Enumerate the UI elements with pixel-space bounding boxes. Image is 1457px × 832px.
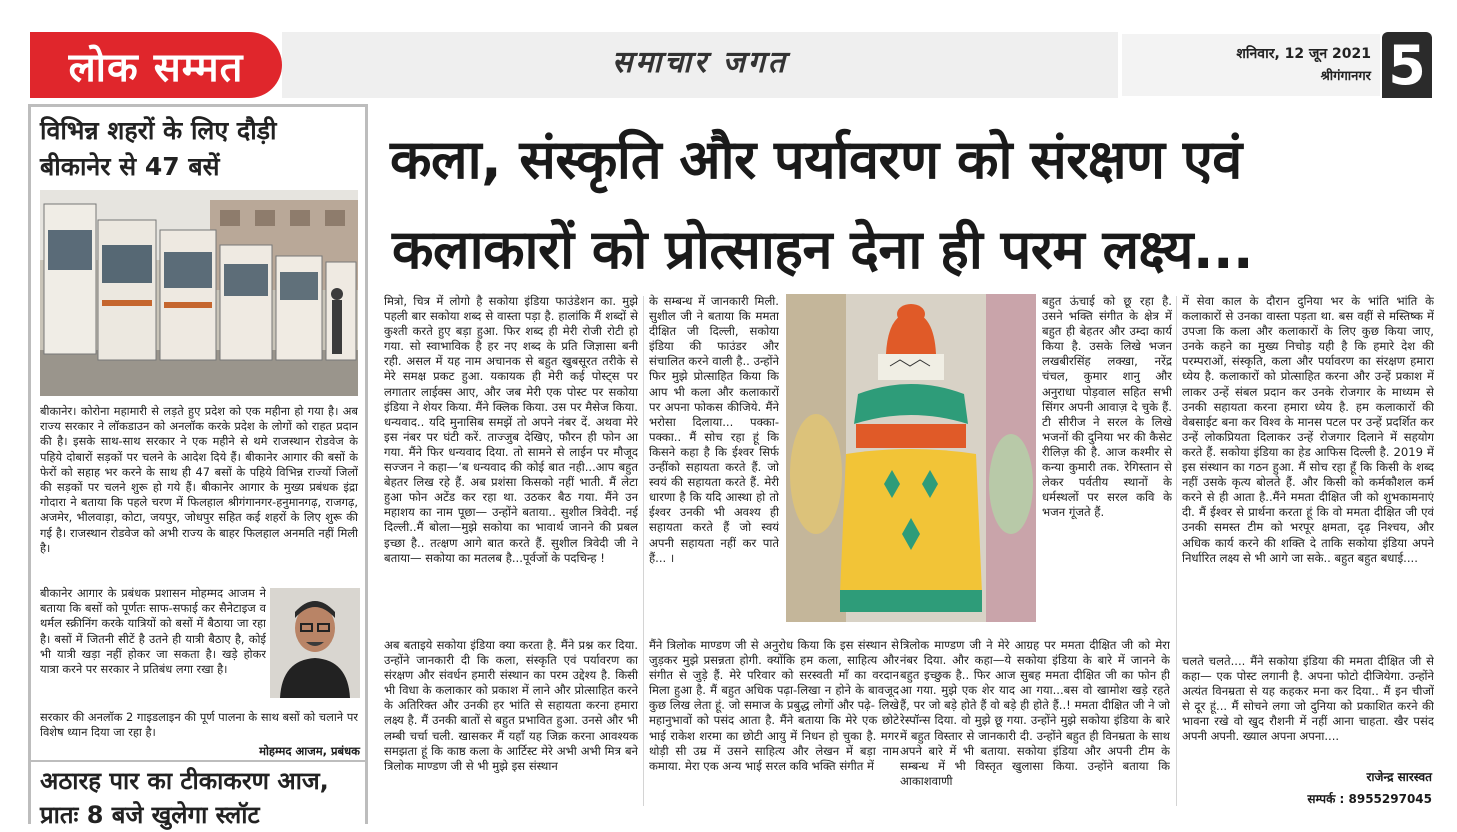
- column-rule: [643, 296, 644, 806]
- portrait-photo: [270, 588, 360, 698]
- bus-depot-photo: [40, 190, 358, 396]
- main-headline-line-2: कलाकारों को प्रोत्साहन देना ही परम लक्ष्य...: [392, 218, 1253, 281]
- contact-label: सम्पर्क :: [1307, 792, 1345, 806]
- article-column-4b: चलते चलते.... मैंने सकोया इंडिया की ममता दीक्षित जी से कहा— एक पोस्ट लगानी है. अपना फोटो दीजियेगा. उन्होंने अत्यंत विनम्रता से यह कहकर मना कर दिया.. मैं इन चीजों से दूर हूं... मैं सोचने लगा जो दुनिया को प्रकाशित करने की भावना रखे वो खुद रौशनी में नहीं आना चाहता. खैर पसंद अपनी अपनी. ख्याल अपना अपना....: [1182, 654, 1434, 744]
- sidebar-headline-1: विभिन्न शहरों के लिए दौड़ी: [40, 116, 277, 145]
- issue-city: श्रीगंगानगर: [1320, 69, 1371, 84]
- brand-logo: [30, 32, 282, 98]
- column-rule: [1176, 296, 1177, 806]
- article-column-4: में सेवा काल के दौरान दुनिया भर के भांति भांति के कलाकारों से उनका वास्ता पड़ता था. बस वहीं से मस्तिष्क में उपजा कि कला और कलाकारों के लिए कुछ किया जाए, उनके कहने का मुख्य निचोड़ यही है कि हमारे देश की परम्पराओं, संस्कृति, कला और पर्यावरण का संरक्षण हमारा ध्येय है. कलाकारों को प्रोत्साहित करना और उन्हें प्रकाश में लाकर उन्हें संबल प्रदान कर उनके रोजगार के माध्यम से उनकी सहायता करना हमारा ध्येय है. हम कलाकारों की वेबसाईट बना कर विश्व के मानस पटल पर उन्हें प्रदर्शित कर उन्हें लोकप्रियता दिलाकर उन्हें रोजगार दिलाने में सहयोग करते हैं. सकोया इंडिया का हेड आफिस दिल्ली है. 2019 में इस संस्थान का गठन हुआ. मैं सोच रहा हूँ कि किसी के शब्द नहीं उसके कृत्य बोलते हैं. और किसी को कर्मकौशल कर्म करने से ही आता है..मैंने ममता दीक्षित जी को शुभकामनाएं दी. मैं ईश्वर से प्रार्थना करता हूं कि वो ममता दीक्षित जी एवं उनकी समस्त टीम को भरपूर क्षमता, दृढ़ निश्चय, और अधिक कार्य करने की शक्ति दे ताकि सकोया इंडिया अपने निर्धारित लक्ष्य से भी आगे जा सके.. बहुत बहुत बधाई....: [1182, 294, 1434, 565]
- main-headline-line-1: कला, संस्कृति और पर्यावरण को संरक्षण एवं: [390, 128, 1242, 191]
- sidebar-para-3: सरकार की अनलॉक 2 गाइडलाइन की पूर्ण पालना के साथ बसों को चलाने पर विशेष ध्यान दिया जा रहा है।: [40, 710, 358, 740]
- article-column-1: मित्रो, चित्र में लोगो है सकोया इंडिया फाउंडेशन का. मुझे पहली बार सकोया शब्द से वास्ता पड़ा है. हालांकि मैं शब्दों से कुश्ती करते हुए बड़ा हुआ. फिर शब्द ही मेरी रोजी रोटी हो गया. सो स्वाभाविक है हर नए शब्द के प्रति जिज्ञासा बनी रही. असल में यह नाम अचानक से बहुत खुबसूरत तरीके से मेरे समक्ष प्रकट हुआ. यकायक ही मेरी कई पोस्ट्स पर लगातार लाईक्स आए, और जब मेरी एक पोस्ट पर सकोया इंडिया ने शेयर किया. मैंने क्लिक किया. उस पर मैसेज किया. धन्यवाद.. यदि मुनासिब समझें तो अपने नंबर दें. अथवा मेरे इस नंबर पर घंटी करें. ताज्जुब देखिए, फौरन ही फोन आ गया. मैंने फिर धन्यवाद दिया. तो सामने से लाईन पर मौजूद सज्जन ने कहा—‘ब धन्यवाद की कोई बात नही...आप बहुत बेहतर लिख रहे हैं. अब प्रशंसा किसको नहीं भाती. मैं लेटा हुआ फोन अटेंड कर रहा था. उठकर बैठ गया. मैंने उन महाशय का नाम पूछा— उन्होंने बताया.. सुशील त्रिवेदी. नई दिल्ली..मैं बोला—मुझे सकोया का भावार्थ जानने की प्रबल इच्छा है.. तत्क्षण आगे बात करते हैं. सुशील त्रिवेदी जी ने बताया— सकोया का मतलब है...पूर्वजों के पदचिन्ह !: [384, 294, 638, 565]
- issue-date: शनिवार, 12 जून 2021: [1236, 46, 1371, 62]
- contact-number: 8955297045: [1348, 792, 1432, 806]
- sidebar-headline-4: प्रातः 8 बजे खुलेगा स्लॉट: [40, 801, 260, 829]
- article-column-3-lead: [1042, 604, 1172, 634]
- author-contact: [1240, 790, 1432, 807]
- terracotta-lantern-photo: [786, 294, 1036, 622]
- sidebar-headline-3: अठारह पार का टीकाकरण आज,: [40, 767, 329, 795]
- article-column-3b: त्रिलोक माण्डण जी ने मेरे आग्रह पर ममता दीक्षित जी को मेरा नंबर दिया. और कहा—ये सकोया इंडिया के बारे में जानने के बहुत इच्छुक है.. फिर आज सुबह ममता दीक्षित जी का फोन ही आ गया. मुझे एक शेर याद आ गया...बस वो खामोश खड़े रहते हैं, पर जो बड़े होते हैं वो बड़े ही होते हैं..! ममता दीक्षित जी ने जो रेस्पॉन्स दिया. वो मुझे छू गया. उन्होंने मुझे सकोया इंडिया के बारे में बहुत विस्तार से जानकारी दी. उन्होंने बहुत ही विनम्रता के साथ अपने बारे में भी बताया. सकोया इंडिया और अपनी टीम के सम्बन्ध में भी विस्तृत खुलासा किया. उन्होंने बताया कि आकाशवाणी: [900, 638, 1170, 788]
- sidebar-divider: [30, 760, 366, 762]
- sidebar-headline-2: बीकानेर से 47 बसें: [40, 152, 220, 181]
- article-column-2: के सम्बन्ध में जानकारी मिली. सुशील जी ने बताया कि ममता दीक्षित जी दिल्ली, सकोया इंडिया की फाउंडर और संचालित करने वाली है.. उन्होंने फिर मुझे प्रोत्साहित किया कि आप भी कला और कलाकारों पर अपना फोकस कीजिये. मैंने भरोसा दिलाया... पक्का-पक्का.. मैं सोच रहा हूं कि किसने कहा है कि ईश्वर सिर्फ उन्हींको सहायता करते हैं. जो स्वयं की सहायता करते हैं. मेरी धारणा है कि यदि आस्था हो तो ईश्वर उनकी भी अवश्य ही सहायता करते हैं जो स्वयं अपनी सहायता नहीं कर पाते हैं... ।: [649, 294, 779, 565]
- sidebar-byline: मोहम्मद आजम, प्रबंधक: [259, 744, 360, 758]
- article-column-3: बहुत ऊंचाई को छू रहा है. उसने भक्ति संगीत के क्षेत्र में बहुत ही बेहतर और उम्दा कार्य किया है. उसके लिखे भजन लखबीरसिंह लक्खा, नरेंद्र चंचल, कुमार शानु और अनुराधा पोड़वाल सहित सभी सिंगर अपनी आवाज़ दे चुके हैं. टी सीरीज ने सरल के लिखे भजनों की दुनिया भर की कैसेट रीलिज़ की है. आज कश्मीर से कन्या कुमारी तक. रेगिस्तान से लेकर पर्वतीय स्थानों के धर्मस्थलों पर सरल कवि के भजन गूंजते हैं.: [1042, 294, 1172, 520]
- article-column-2b: मैंने त्रिलोक माण्डण जी से अनुरोध किया कि इस संस्थान से जुड़कर मुझे प्रसन्नता होगी. क्योंकि हम कला, साहित्य और संगीत से जुड़े हैं. मेरे परिवार को सरस्वती माँ का वरदान मिला हुआ है. मैं बहुत अधिक पढ़ा-लिखा न होने के बावजूद कुछ लिख लेता हूं. जो समाज के प्रबुद्ध लोगों और पढ़े- लिखे महानुभावों को पसंद आता है. मैंने बताया कि मेरे एक छोटे भाई राकेश शरमा का छोटी आयु में निधन हो चुका है. मगर थोड़ी सी उम्र में उसने साहित्य और लेखन में बड़ा नाम कमाया. मेरा एक अन्य भाई सरल कवि भक्ति संगीत में: [649, 638, 899, 773]
- author-name: राजेन्द्र सारस्वत: [1366, 770, 1432, 784]
- page-number: 5: [1382, 32, 1432, 98]
- sidebar-para-1: बीकानेर। कोरोना महामारी से लड़ते हुए प्रदेश को एक महीना हो गया है। अब राज्य सरकार ने लॉकडाउन को अनलॉक करके प्रदेश के लोगों को राहत प्रदान की है। इसके साथ-साथ सरकार ने एक महीने से थमे राजस्थान रोडवेज के पहिये दोबारों सड़कों पर चलने के आदेश दिये हैं। बीकानेर आगार की बसों के फेरों को सहाह भर करने के साथ ही 47 बसों के पहिये विभिन्न राज्यों जिलों की सड़कों पर चलने शुरू हो गये हैं। बीकानेर आगार के मुख्य प्रबंधक इंद्रा गोदारा ने बताया कि पहले चरण में फिलहाल श्रीगंगानगर-हनुमानगढ़, राजगढ़, अजमेर, भीलवाड़ा, कोटा, जयपुर, जोधपुर सहित कई शहरों के लिए शुरू की गई है। राजस्थान रोडवेज को अभी राज्य के बाहर फिलहाल अनमति नहीं मिली है।: [40, 404, 358, 555]
- brand-name: लोक सम्मत: [68, 44, 244, 91]
- section-title: समाचार जगत: [612, 45, 788, 80]
- article-column-1b: अब बताइये सकोया इंडिया क्या करता है. मैंने प्रश्न कर दिया. उन्होंने जानकारी दी कि कला, संस्कृति एवं पर्यावरण का संरक्षण और संवर्धन हमारी संस्थान का परम उद्देश्य है. किसी भी विधा के कलाकार को प्रकाश में लाने और प्रोत्साहित करने के अतिरिक्त और उनकी हर भांति से सहायता करना हमारा लक्ष्य है. मैं उनकी बातों से बहुत प्रभावित हुआ. उनसे और भी लम्बी चर्चा चली. खासकर मैं यहाँ यह जिक्र करना आवश्यक समझता हूं कि काष्ठ कला के आर्टिस्ट मेरे अभी अभी मित्र बने त्रिलोक माण्डण जी से भी मुझे इस संस्थान: [384, 638, 638, 773]
- sidebar-para-2: बीकानेर आगार के प्रबंधक प्रशासन मोहम्मद आजम ने बताया कि बसों को पूर्णतः साफ-सफाई कर सैनेटाइज व थर्मल स्क्रीनिंग करके यात्रियों को बसों में बैठाया जा रहा है। बसों में जितनी सीटें है उतने ही यात्री बैठाए है, कोई भी यात्री खड़ा नहीं होकर जा सकता है। खड़े होकर यात्रा करने पर सरकार ने प्रतिबंध लगा रखा है।: [40, 586, 266, 677]
